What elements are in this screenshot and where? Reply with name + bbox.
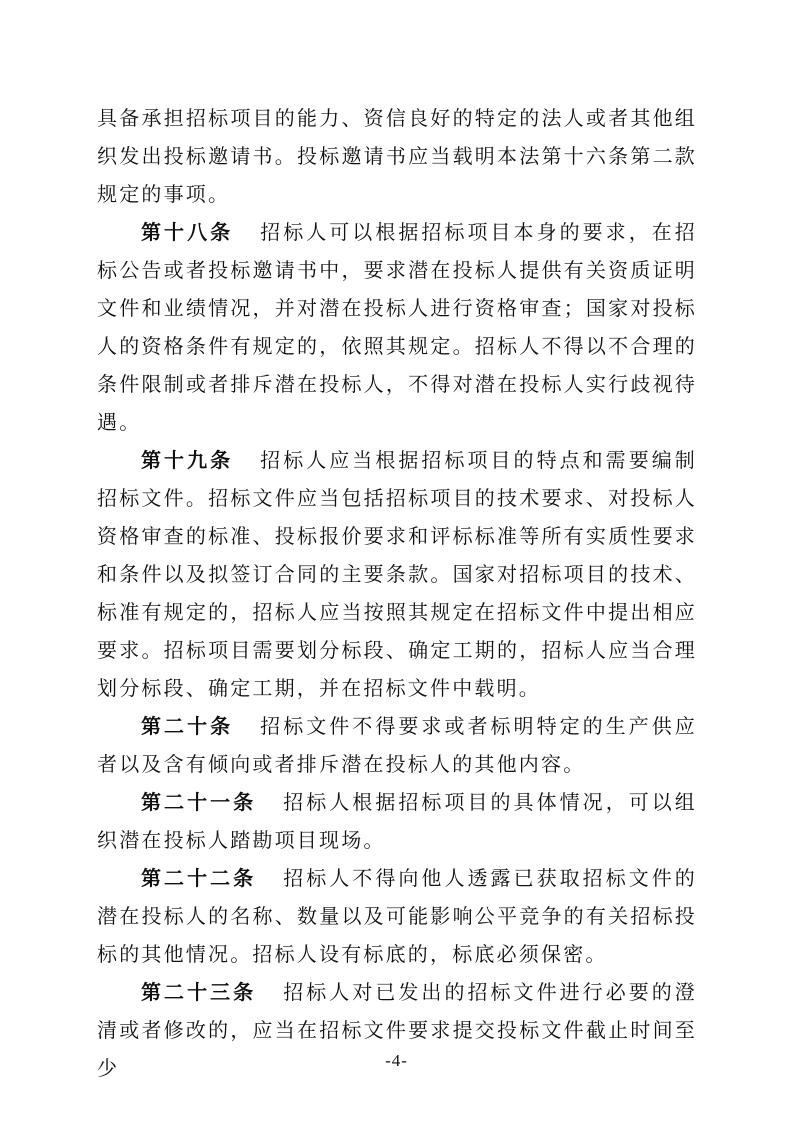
- article-number: 第二十条: [141, 716, 234, 738]
- paragraph-text: 招标人可以根据招标项目本身的要求，在招标公告或者投标邀请书中，要求潜在投标人提供有关资质证明文件和业绩情况，并对潜在投标人进行资格审查；国家对投标人的资格条件有规定的，依照其规定。招标人不得以不合理的条件限制或者排斥潜在投标人，不得对潜在投标人实行歧视待遇。: [97, 222, 697, 434]
- page-number: -4-: [385, 1051, 408, 1070]
- paragraph-article-21: [97, 784, 697, 860]
- paragraph-article-22: [97, 860, 697, 974]
- paragraph-text: 招标人应当根据招标项目的特点和需要编制招标文件。招标文件应当包括招标项目的技术要求、对投标人资格审查的标准、投标报价要求和评标标准等所有实质性要求和条件以及拟签订合同的主要条款。国家对招标项目的技术、标准有规定的，招标人应当按照其规定在招标文件中提出相应要求。招标项目需要划分标段、确定工期的，招标人应当合理划分标段、确定工期，并在招标文件中载明。: [97, 450, 697, 700]
- article-number: 第十九条: [141, 450, 234, 472]
- paragraph-article-20: [97, 708, 697, 784]
- paragraph-text: 招标人不得向他人透露已获取招标文件的潜在投标人的名称、数量以及可能影响公平竞争的有关招标投标的其他情况。招标人设有标底的，标底必须保密。: [97, 868, 697, 966]
- paragraph-text: 招标人根据招标项目的具体情况，可以组织潜在投标人踏勘项目现场。: [97, 792, 697, 852]
- paragraph-text: 招标人对已发出的招标文件进行必要的澄清或者修改的，应当在招标文件要求提交投标文件截止时间至少: [97, 982, 697, 1080]
- paragraph-article-19: [97, 442, 697, 708]
- article-number: 第二十二条: [141, 868, 257, 890]
- article-number: 第十八条: [141, 222, 234, 244]
- paragraph-text: 具备承担招标项目的能力、资信良好的特定的法人或者其他组织发出投标邀请书。投标邀请书应当载明本法第十六条第二款规定的事项。: [97, 108, 697, 206]
- article-number: 第二十三条: [141, 982, 257, 1004]
- paragraph-article-18: [97, 214, 697, 442]
- paragraph-text: 招标文件不得要求或者标明特定的生产供应者以及含有倾向或者排斥潜在投标人的其他内容。: [97, 716, 697, 776]
- document-body: [97, 100, 697, 1088]
- article-number: 第二十一条: [141, 792, 257, 814]
- paragraph-continuation: [97, 100, 697, 214]
